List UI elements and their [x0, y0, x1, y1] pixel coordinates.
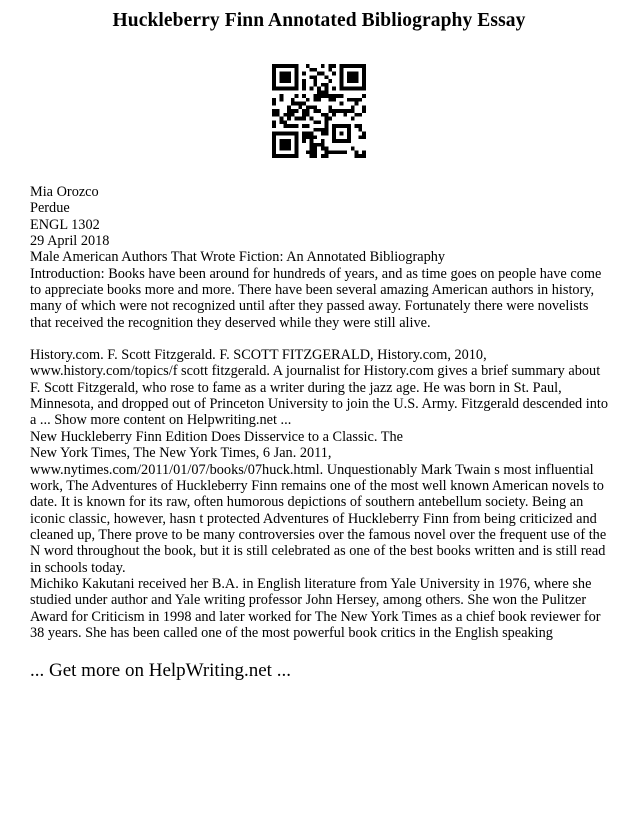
bibliography-entry-nyt-annotation: www.nytimes.com/2011/01/07/books/07huck.html. Unquestionably Mark Twain s most influential work, The Adventures of Huckleberry Finn remains one of the most well known American novels to date. It is known for its raw, often humorous depictions of southern antebellum society. Being an iconic classic, however, hasn t protected Adventures of Huckleberry Finn from being criticized and cleaned up, There prove to be many controversies over the famous novel over the frequent use of the N word throughout the book, but it is still celebrated as one of the best books written and is still read in schools today. — [30, 461, 607, 576]
course-code: ENGL 1302 — [30, 216, 100, 233]
essay-body — [30, 184, 610, 641]
instructor-name: Perdue — [30, 200, 70, 217]
bibliography-entry-nyt-source: New York Times, The New York Times, 6 Jan. 2011, — [30, 445, 332, 462]
essay-date: 29 April 2018 — [30, 233, 110, 250]
author-name: Mia Orozco — [30, 184, 99, 200]
qr-code[interactable] — [272, 64, 366, 158]
bibliography-entry-fitzgerald: History.com. F. Scott Fitzgerald. F. SCOTT FITZGERALD, History.com, 2010, www.history.com/topics/f scott fitzgerald. A journalist for History.com gives a brief summary about F. Scott Fitzgerald, who rose to fame as a writer during the jazz age. He was born in St. Paul, Minnesota, and dropped out of Princeton University to join the U.S. Army. Fitzgerald descended into a ... Show more content on Helpwriting.net ... — [30, 347, 608, 429]
get-more-link[interactable]: ... Get more on HelpWriting.net ... — [30, 660, 291, 681]
bibliography-entry-nyt-title: New Huckleberry Finn Edition Does Disservice to a Classic. The — [30, 428, 403, 445]
introduction-paragraph: Introduction: Books have been around for hundreds of years, and as time goes on people have come to appreciate books more and more. There have been several amazing American authors in history, many of which were not recognized until after they passed away. Fortunately there were novelists that received the recognition they deserved while they were still alive. — [30, 265, 602, 331]
bibliography-entry-kakutani: Michiko Kakutani received her B.A. in English literature from Yale University in 1976, where she studied under author and Yale writing professor John Hersey, among others. She won the Pulitzer Award for Criticism in 1998 and later worked for The New York Times as a chief book reviewer for 38 years. She has been called one of the most powerful book critics in the English speaking — [30, 575, 601, 641]
page-title: Huckleberry Finn Annotated Bibliography Essay — [112, 10, 526, 31]
bibliography-title: Male American Authors That Wrote Fiction: An Annotated Bibliography — [30, 249, 446, 266]
